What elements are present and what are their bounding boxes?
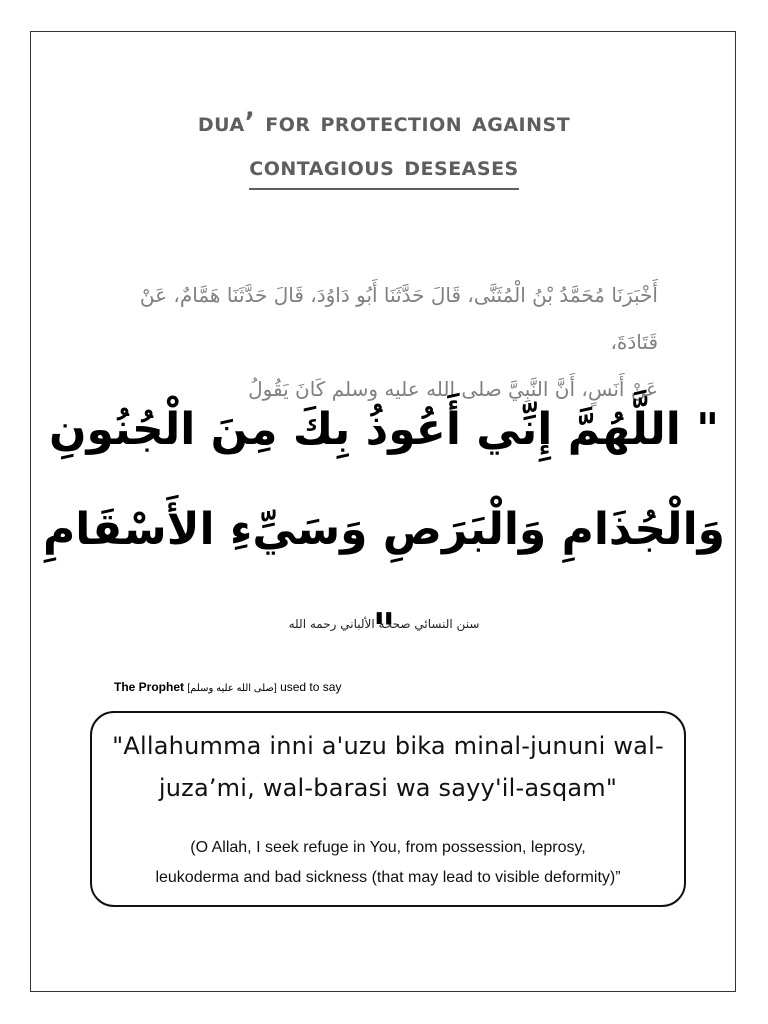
translation-line-2: leukoderma and bad sickness (that may lead to visible deformity)”: [155, 869, 621, 886]
transliteration: [92, 725, 684, 809]
title-line-2: contagious deseases: [249, 146, 518, 190]
transliteration-box: [90, 711, 686, 907]
title-line-1: dua’ for protection against: [197, 107, 571, 138]
transliteration-line-1: "Allahumma inni a'uzu bika minal-jununi wal-: [112, 732, 664, 760]
translation-line-1: (O Allah, I seek refuge in You, from possession, leprosy,: [190, 839, 586, 856]
intro-salawat: [صلى الله عليه وسلم]: [187, 683, 277, 694]
translation: [92, 833, 684, 893]
intro-rest: used to say: [280, 680, 342, 694]
isnad-line-2: عَنْ أَنَسٍ، أَنَّ النَّبِيَّ صلى الله عليه وسلم كَانَ يَقُولُ: [248, 377, 658, 401]
intro-prophet: The Prophet: [114, 680, 185, 694]
transliteration-line-2: juza’mi, wal-barasi wa sayy'il-asqam": [158, 774, 618, 802]
isnad-line-1: أَخْبَرَنَا مُحَمَّدُ بْنُ الْمُثَنَّى، قَالَ حَدَّثَنَا أَبُو دَاوُدَ، قَالَ حَدَّثَنَا هَمَّامٌ، عَنْ قَتَادَةَ،: [139, 283, 658, 354]
dua-arabic-text: [40, 380, 728, 680]
intro-line: [114, 680, 341, 694]
dua-arabic-line-2: وَالْجُذَامِ وَالْبَرَصِ وَسَيِّءِ الأَسْقَامِ ": [42, 504, 726, 655]
source-reference: سنن النسائي صححه الألباني رحمه الله: [288, 617, 480, 631]
page-title: [0, 100, 768, 190]
dua-arabic-line-1: " اللَّهُمَّ إِنِّي أَعُوذُ بِكَ مِنَ الْجُنُونِ: [48, 404, 720, 455]
